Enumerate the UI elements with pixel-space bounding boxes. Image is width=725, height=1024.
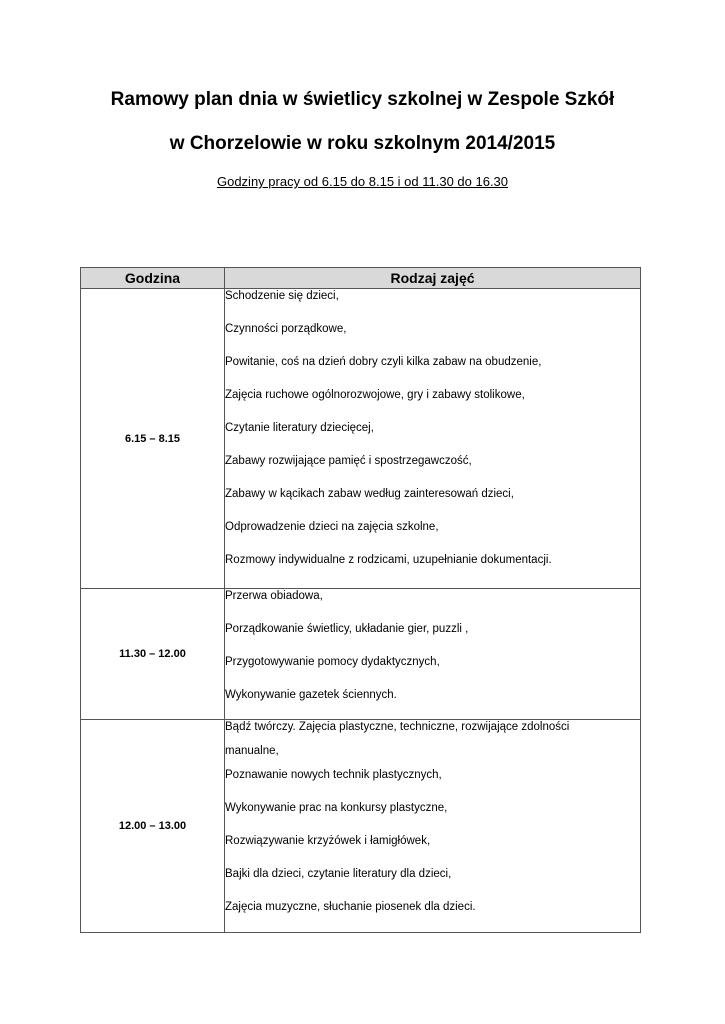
table-row — [81, 589, 641, 720]
activities-cell — [225, 289, 641, 589]
activity-item: Przygotowywanie pomocy dydaktycznych, — [225, 656, 440, 668]
time-cell: 6.15 – 8.15 — [81, 289, 225, 589]
document-title-line-1: Ramowy plan dnia w świetlicy szkolnej w Zespole Szkół — [110, 89, 615, 110]
activity-item-line-2: manualne, — [225, 745, 279, 757]
activity-item-line-1: Bądź twórczy. Zajęcia plastyczne, techniczne, rozwijające zdolności — [225, 721, 570, 733]
activity-item: Odprowadzenie dzieci na zajęcia szkolne, — [225, 521, 439, 533]
activity-item: Porządkowanie świetlicy, układanie gier, puzzli , — [225, 623, 469, 635]
activity-item: Schodzenie się dzieci, — [225, 290, 339, 302]
table-row — [81, 289, 641, 589]
activity-item: Zabawy w kącikach zabaw według zainteresowań dzieci, — [225, 488, 514, 500]
table-row — [81, 720, 641, 933]
activity-item: Rozmowy indywidualne z rodzicami, uzupełnianie dokumentacji. — [225, 554, 552, 566]
document-title-line-2: w Chorzelowie w roku szkolnym 2014/2015 — [169, 133, 556, 154]
activities-cell — [225, 720, 641, 933]
time-cell: 12.00 – 13.00 — [81, 720, 225, 933]
activity-item: Wykonywanie gazetek ściennych. — [225, 689, 397, 701]
activity-item: Zajęcia muzyczne, słuchanie piosenek dla dzieci. — [225, 901, 476, 913]
table-header-row — [81, 268, 641, 289]
activity-item: Powitanie, coś na dzień dobry czyli kilka zabaw na obudzenie, — [225, 356, 542, 368]
activity-item: Przerwa obiadowa, — [225, 590, 323, 602]
activity-item — [225, 720, 640, 758]
activity-item: Zabawy rozwijające pamięć i spostrzegawczość, — [225, 455, 472, 467]
activity-item: Poznawanie nowych technik plastycznych, — [225, 769, 442, 781]
daily-plan-table — [80, 267, 641, 933]
activity-item: Wykonywanie prac na konkursy plastyczne, — [225, 802, 448, 814]
working-hours-subtitle: Godziny pracy od 6.15 do 8.15 i od 11.30 do 16.30 — [216, 174, 509, 189]
activity-item: Czynności porządkowe, — [225, 323, 347, 335]
time-cell: 11.30 – 12.00 — [81, 589, 225, 720]
activity-item: Bajki dla dzieci, czytanie literatury dla dzieci, — [225, 868, 452, 880]
activity-item: Zajęcia ruchowe ogólnorozwojowe, gry i zabawy stolikowe, — [225, 389, 525, 401]
activities-cell — [225, 589, 641, 720]
header-activity-type: Rodzaj zajęć — [225, 268, 641, 289]
activity-item: Czytanie literatury dziecięcej, — [225, 422, 374, 434]
header-time: Godzina — [81, 268, 225, 289]
activity-item: Rozwiązywanie krzyżówek i łamigłówek, — [225, 835, 431, 847]
